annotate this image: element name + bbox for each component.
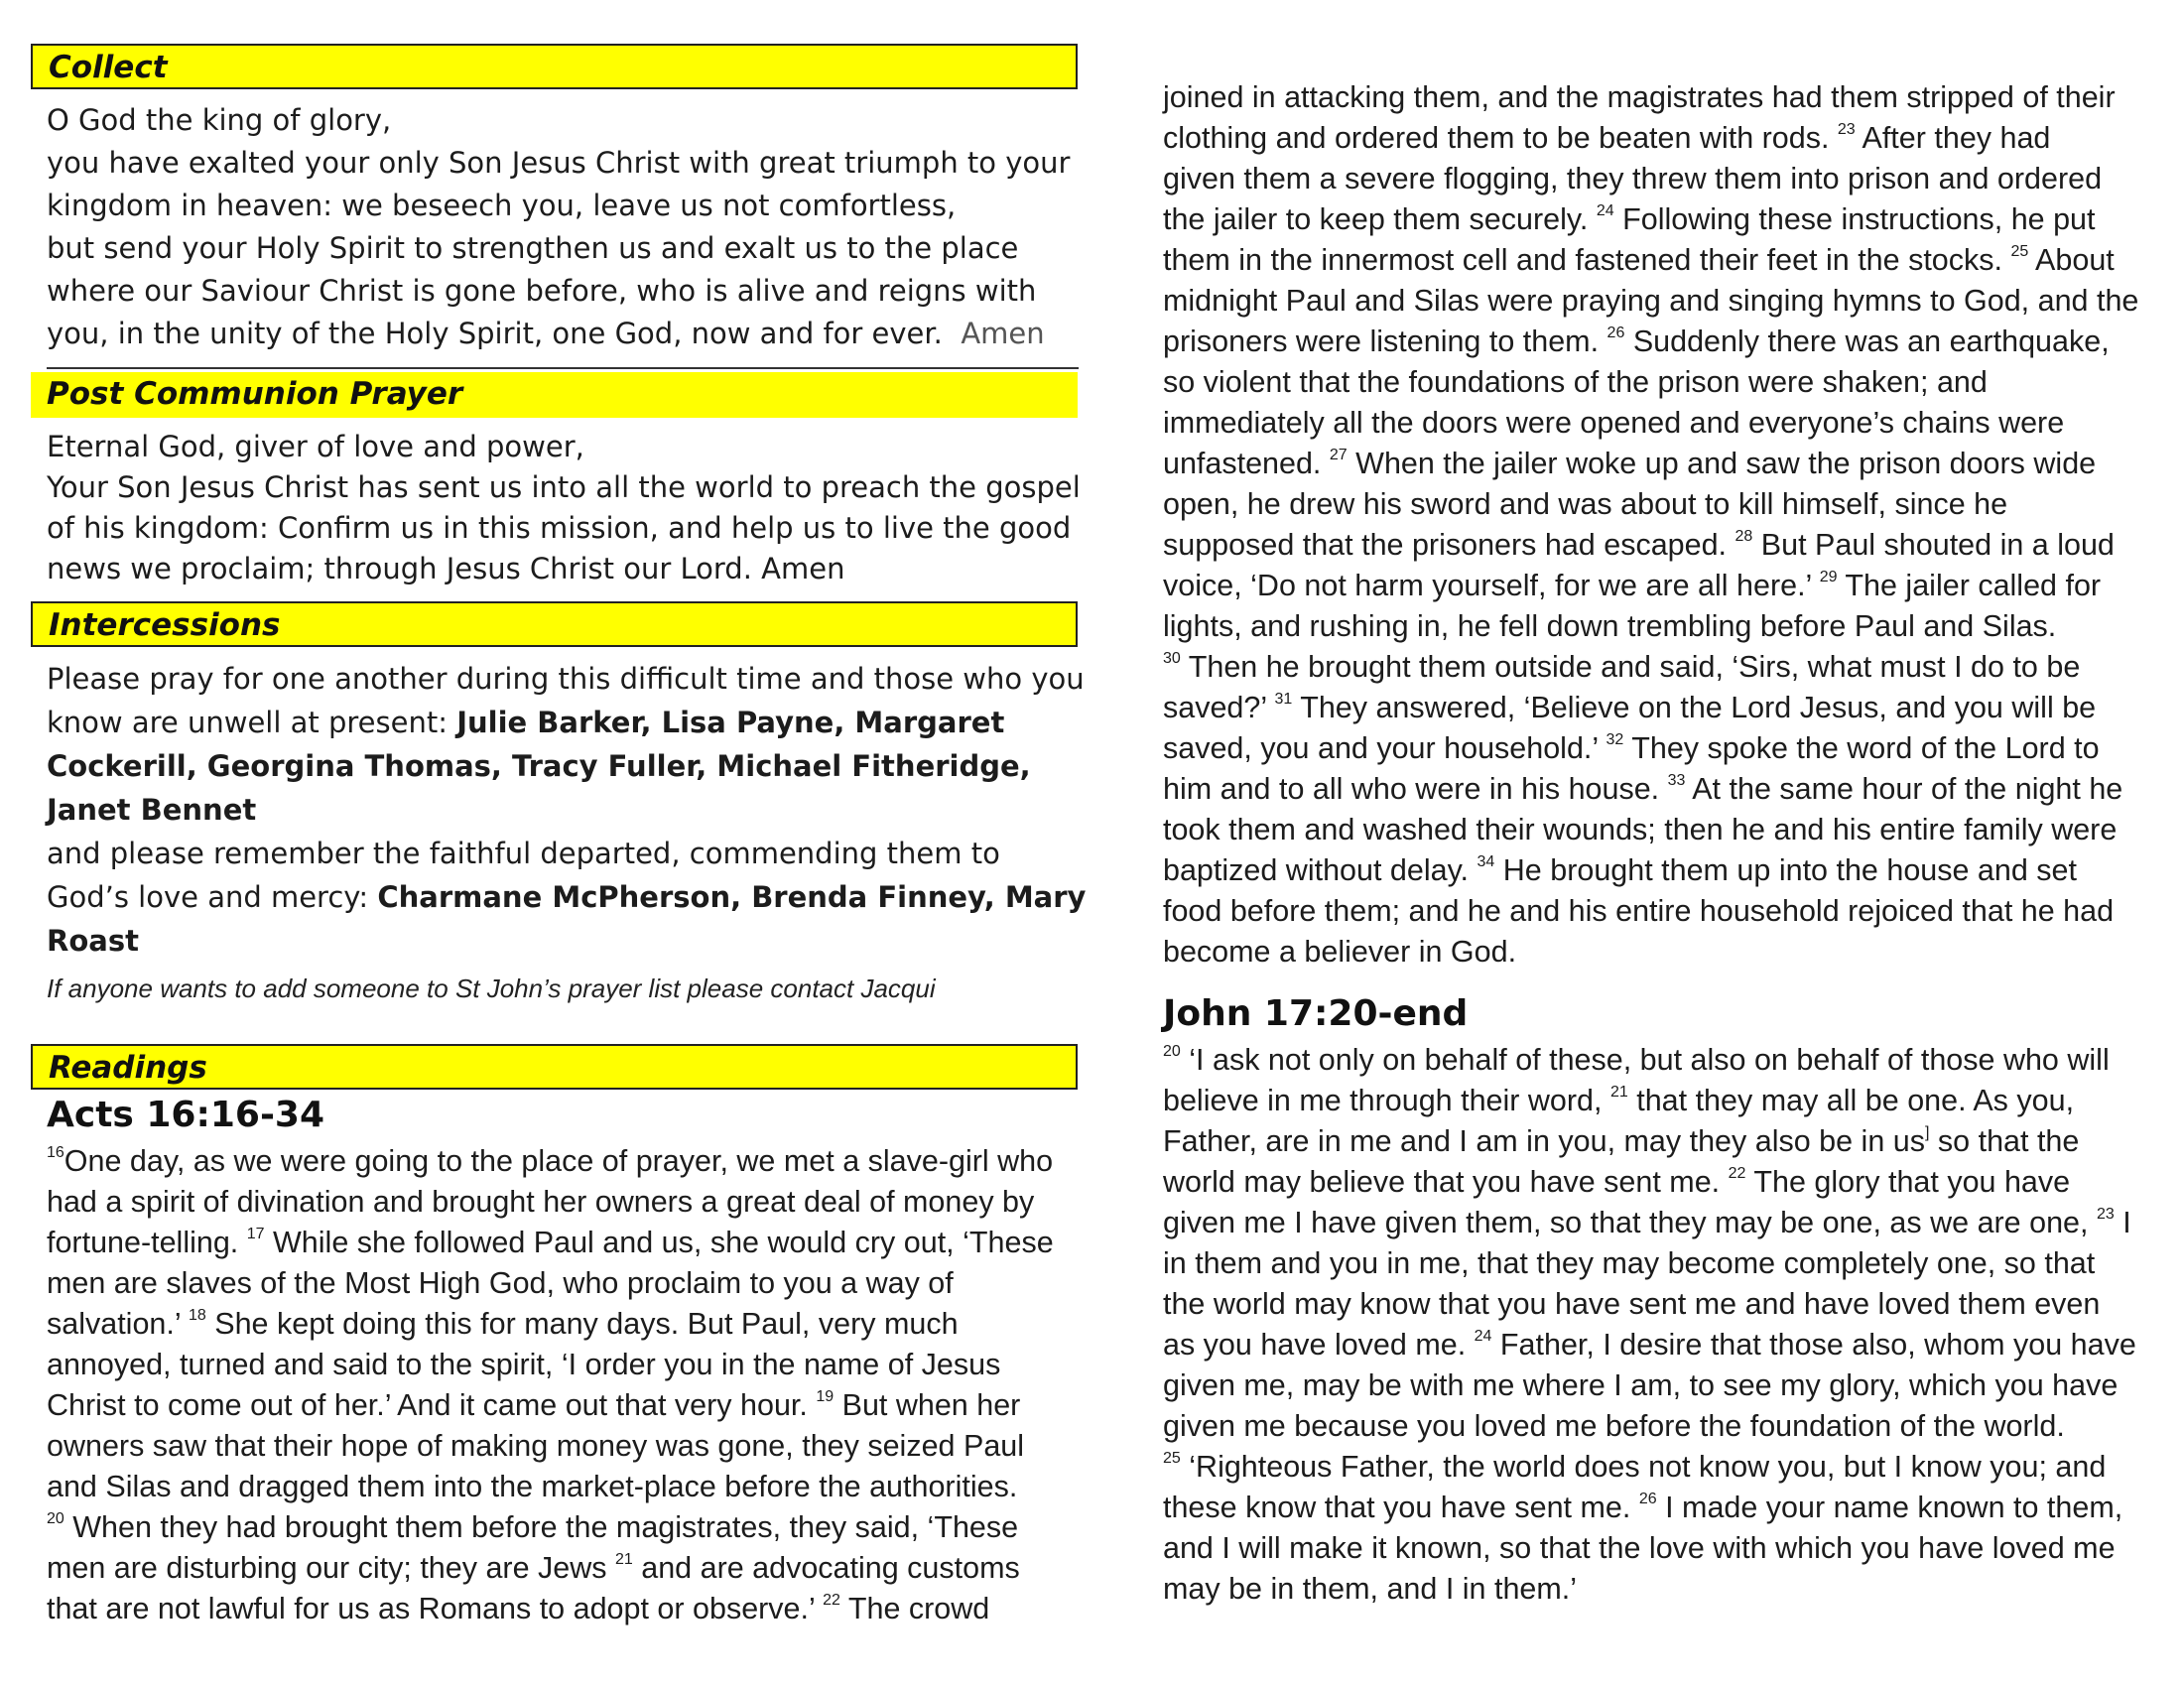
reading-line — [1163, 199, 2155, 240]
reading-text: Following these instructions, he put — [1613, 202, 2096, 236]
reading-text: prisoners were listening to them. — [1163, 325, 1607, 358]
verse-number: 33 — [1667, 772, 1686, 789]
divider — [47, 367, 1079, 369]
collect-line: you have exalted your only Son Jesus Christ with great triumph to your — [47, 146, 1071, 180]
post-communion-heading: Post Communion Prayer — [31, 372, 1078, 418]
reading-text: and are advocating customs — [632, 1551, 1020, 1585]
reading-line — [1163, 891, 2155, 932]
reading-line — [1163, 1203, 2155, 1243]
verse-number: 16 — [47, 1144, 64, 1161]
reading-text: I — [2114, 1206, 2131, 1239]
reading-line — [1163, 1569, 2155, 1610]
reading-text: believe in me through their word, — [1163, 1084, 1610, 1117]
verse-number: ] — [1924, 1124, 1930, 1141]
reading-text: baptized without delay. — [1163, 853, 1477, 887]
reading-text: the jailer to keep them securely. — [1163, 202, 1597, 236]
reading-text: immediately all the doors were opened and everyone’s chains were — [1163, 406, 2065, 440]
reading-line — [1163, 484, 2155, 525]
prayer-list-note: If anyone wants to add someone to St John’s prayer list please contact Jacqui — [47, 974, 936, 1003]
reading-text: as you have loved me. — [1163, 1328, 1475, 1362]
reading-text: lights, and rushing in, he fell down trembling before Paul and Silas. — [1163, 609, 2057, 643]
reading-text: so that the — [1929, 1124, 2080, 1158]
reading-text: and I will make it known, so that the love with which you have loved me — [1163, 1531, 2116, 1565]
verse-number: 20 — [1163, 1043, 1181, 1060]
reading-line — [1163, 118, 2155, 159]
verse-number: 30 — [1163, 650, 1181, 667]
reading-line — [1163, 769, 2155, 810]
reading-text: them in the innermost cell and fastened their feet in the stocks. — [1163, 243, 2011, 277]
reading-text: him and to all who were in his house. — [1163, 772, 1668, 806]
verse-number: 28 — [1734, 528, 1753, 545]
sick-list: Janet Bennet — [47, 793, 257, 827]
verse-number: 27 — [1329, 447, 1348, 463]
reading-text: saved?’ — [1163, 691, 1275, 724]
reading-text: About — [2028, 243, 2115, 277]
john-reading-text — [1163, 1040, 2155, 1610]
intercessions-line — [47, 701, 1079, 744]
reading-text: But Paul shouted in a loud — [1752, 528, 2115, 562]
reading-text: world may believe that you have sent me. — [1163, 1165, 1729, 1199]
reading-text: Father, are in me and I am in you, may they also be in us — [1163, 1124, 1925, 1158]
reading-line — [47, 1182, 1079, 1223]
reading-text: took them and washed their wounds; then he and his entire family were — [1163, 813, 2118, 846]
reading-text: Father, I desire that those also, whom you have — [1491, 1328, 2136, 1362]
reading-text: Then he brought them outside and said, ‘Sirs, what must I do to be — [1180, 650, 2081, 684]
reading-text: given me, may be with me where I am, to see my glory, which you have — [1163, 1368, 2119, 1402]
intercessions-text — [47, 657, 1087, 963]
reading-line — [1163, 159, 2155, 199]
reading-line — [47, 1345, 1079, 1385]
reading-line — [1163, 403, 2155, 444]
verse-number: 26 — [1606, 325, 1625, 341]
intercessions-heading: Intercessions — [31, 601, 1078, 647]
reading-line — [1163, 1325, 2155, 1365]
reading-text: But when her — [834, 1388, 1021, 1422]
reading-line — [1163, 1365, 2155, 1406]
acts-reading-continued — [1163, 77, 2155, 973]
reading-line — [1163, 77, 2155, 118]
reading-line — [47, 1263, 1079, 1304]
collect-line: where our Saviour Christ is gone before, who is alive and reigns with — [47, 274, 1037, 308]
post-communion-line: of his kingdom: Confirm us in this mission, and help us to live the good — [47, 511, 1072, 545]
collect-line: kingdom in heaven: we beseech you, leave us not comfortless, — [47, 189, 957, 222]
reading-text: Christ to come out of her.’ And it came out that very hour. — [47, 1388, 817, 1422]
reading-text: men are disturbing our city; they are Jews — [47, 1551, 615, 1585]
verse-number: 32 — [1606, 731, 1624, 748]
verse-number: 29 — [1819, 569, 1838, 585]
reading-text: had a spirit of divination and brought her owners a great deal of money by — [47, 1185, 1035, 1219]
reading-line — [1163, 1406, 2155, 1447]
reading-line — [47, 1304, 1079, 1345]
reading-line — [1163, 688, 2155, 728]
collect-line: O God the king of glory, — [47, 103, 392, 137]
reading-text: fortune-telling. — [47, 1226, 247, 1259]
verse-number: 22 — [1728, 1165, 1746, 1182]
reading-text: They spoke the word of the Lord to — [1623, 731, 2100, 765]
reading-line — [1163, 240, 2155, 281]
verse-number: 19 — [816, 1388, 835, 1405]
reading-line — [47, 1385, 1079, 1426]
reading-text: supposed that the prisoners had escaped. — [1163, 528, 1735, 562]
post-communion-line: Your Son Jesus Christ has sent us into all the world to preach the gospel — [47, 470, 1081, 504]
reading-text: owners saw that their hope of making money was gone, they seized Paul — [47, 1429, 1025, 1463]
intercessions-line: and please remember the faithful departed, commending them to — [47, 837, 1000, 870]
reading-text: given them a severe flogging, they threw them into prison and ordered — [1163, 162, 2103, 195]
reading-line — [47, 1548, 1079, 1589]
reading-line — [1163, 1528, 2155, 1569]
reading-line — [1163, 322, 2155, 362]
verse-number: 17 — [246, 1226, 265, 1242]
collect-line: you, in the unity of the Holy Spirit, one God, now and for ever. — [47, 317, 943, 350]
reading-text: salvation.’ — [47, 1307, 189, 1341]
reading-text: When the jailer woke up and saw the prison doors wide — [1347, 447, 2097, 480]
reading-line — [47, 1589, 1079, 1629]
reading-line — [1163, 281, 2155, 322]
reading-line — [47, 1507, 1079, 1548]
reading-text: so violent that the foundations of the prison were shaken; and — [1163, 365, 1988, 399]
reading-text: open, he drew his sword and was about to kill himself, since he — [1163, 487, 2008, 521]
reading-line — [1163, 850, 2155, 891]
reading-text: become a believer in God. — [1163, 935, 1517, 969]
reading-text: The crowd — [839, 1592, 990, 1625]
reading-text: that they may all be one. As you, — [1627, 1084, 2075, 1117]
reading-text: unfastened. — [1163, 447, 1330, 480]
reading-text: in them and you in me, that they may become completely one, so that — [1163, 1246, 2096, 1280]
verse-number: 25 — [1163, 1450, 1181, 1467]
reading-text: The jailer called for — [1837, 569, 2102, 602]
reading-line — [1163, 1081, 2155, 1121]
reading-text: At the same hour of the night he — [1685, 772, 2123, 806]
reading-text: men are slaves of the Most High God, who proclaim to you a way of — [47, 1266, 954, 1300]
reading-line — [1163, 810, 2155, 850]
reading-text: The glory that you have — [1745, 1165, 2071, 1199]
reading-text: food before them; and he and his entire household rejoiced that he had — [1163, 894, 2115, 928]
reading-text: the world may know that you have sent me and have loved them even — [1163, 1287, 2101, 1321]
verse-number: 26 — [1638, 1491, 1657, 1507]
reading-line — [1163, 566, 2155, 606]
acts-reading-title: Acts 16:16-34 — [47, 1095, 325, 1135]
reading-text: these know that you have sent me. — [1163, 1491, 1639, 1524]
verse-number: 18 — [188, 1307, 206, 1324]
reading-text: One day, as we were going to the place of prayer, we met a slave-girl who — [64, 1144, 1054, 1178]
readings-heading: Readings — [31, 1044, 1078, 1090]
reading-line — [47, 1467, 1079, 1507]
departed-list: Charmane McPherson, Brenda Finney, Mary — [377, 880, 1087, 914]
collect-line-last — [47, 313, 1079, 355]
verse-number: 20 — [47, 1510, 64, 1527]
acts-reading-text — [47, 1141, 1079, 1629]
reading-line — [1163, 444, 2155, 484]
reading-line — [47, 1141, 1079, 1182]
intercessions-line: Please pray for one another during this difficult time and those who you — [47, 662, 1085, 696]
verse-number: 31 — [1274, 691, 1293, 708]
reading-line — [47, 1426, 1079, 1467]
reading-text: ‘Righteous Father, the world does not know you, but I know you; and — [1180, 1450, 2107, 1484]
reading-text: ‘I ask not only on behalf of these, but also on behalf of those who will — [1180, 1043, 2110, 1077]
post-communion-text — [47, 427, 1079, 589]
intercessions-line — [47, 875, 1087, 919]
post-communion-line: news we proclaim; through Jesus Christ our Lord. Amen — [47, 552, 845, 585]
sick-list: Julie Barker, Lisa Payne, Margaret — [456, 706, 1005, 739]
reading-text: that are not lawful for us as Romans to adopt or observe.’ — [47, 1592, 824, 1625]
collect-heading: Collect — [31, 44, 1078, 89]
reading-line — [1163, 1162, 2155, 1203]
reading-text: I made your name known to them, — [1656, 1491, 2123, 1524]
reading-line — [1163, 362, 2155, 403]
post-communion-line: Eternal God, giver of love and power, — [47, 430, 584, 463]
reading-line — [1163, 932, 2155, 973]
reading-text: While she followed Paul and us, she would cry out, ‘These — [264, 1226, 1054, 1259]
reading-line — [1163, 647, 2155, 688]
intercessions-text-plain: God’s love and mercy: — [47, 880, 378, 914]
departed-list: Roast — [47, 924, 139, 958]
verse-number: 21 — [1609, 1084, 1628, 1101]
reading-text: midnight Paul and Silas were praying and singing hymns to God, and the — [1163, 284, 2139, 318]
reading-text: She kept doing this for many days. But Paul, very much — [205, 1307, 959, 1341]
reading-text: voice, ‘Do not harm yourself, for we are all here.’ — [1163, 569, 1820, 602]
reading-line — [1163, 1243, 2155, 1284]
reading-text: saved, you and your household.’ — [1163, 731, 1606, 765]
reading-text: may be in them, and I in them.’ — [1163, 1572, 1578, 1606]
reading-text: After they had — [1855, 121, 2051, 155]
intercessions-text-plain: know are unwell at present: — [47, 706, 457, 739]
reading-text: annoyed, turned and said to the spirit, ‘I order you in the name of Jesus — [47, 1348, 1001, 1381]
reading-text: clothing and ordered them to be beaten with rods. — [1163, 121, 1838, 155]
reading-line — [1163, 606, 2155, 647]
collect-text — [47, 99, 1079, 355]
reading-line — [1163, 1121, 2155, 1162]
sick-list: Cockerill, Georgina Thomas, Tracy Fuller, Michael Fitheridge, — [47, 749, 1031, 783]
reading-line — [47, 1223, 1079, 1263]
reading-line — [1163, 1488, 2155, 1528]
verse-number: 25 — [2010, 243, 2029, 260]
reading-text: When they had brought them before the magistrates, they said, ‘These — [64, 1510, 1019, 1544]
verse-number: 23 — [1837, 121, 1856, 138]
reading-text: He brought them up into the house and set — [1494, 853, 2077, 887]
reading-line — [1163, 1040, 2155, 1081]
reading-text: given me because you loved me before the foundation of the world. — [1163, 1409, 2065, 1443]
reading-line — [1163, 1447, 2155, 1488]
reading-line — [1163, 728, 2155, 769]
reading-text: and Silas and dragged them into the market-place before the authorities. — [47, 1470, 1018, 1503]
collect-line: but send your Holy Spirit to strengthen us and exalt us to the place — [47, 231, 1019, 265]
verse-number: 24 — [1474, 1328, 1492, 1345]
reading-text: given me I have given them, so that they may be one, as we are one, — [1163, 1206, 2097, 1239]
reading-line — [1163, 525, 2155, 566]
collect-amen: Amen — [961, 317, 1045, 350]
verse-number: 23 — [2096, 1206, 2115, 1223]
reading-text: joined in attacking them, and the magistrates had them stripped of their — [1163, 80, 2116, 114]
verse-number: 24 — [1596, 202, 1614, 219]
john-reading-title: John 17:20-end — [1163, 993, 1469, 1034]
verse-number: 34 — [1477, 853, 1495, 870]
reading-text: Suddenly there was an earthquake, — [1624, 325, 2110, 358]
reading-text: They answered, ‘Believe on the Lord Jesus, and you will be — [1292, 691, 2097, 724]
verse-number: 21 — [614, 1551, 633, 1568]
verse-number: 22 — [823, 1592, 840, 1609]
reading-line — [1163, 1284, 2155, 1325]
